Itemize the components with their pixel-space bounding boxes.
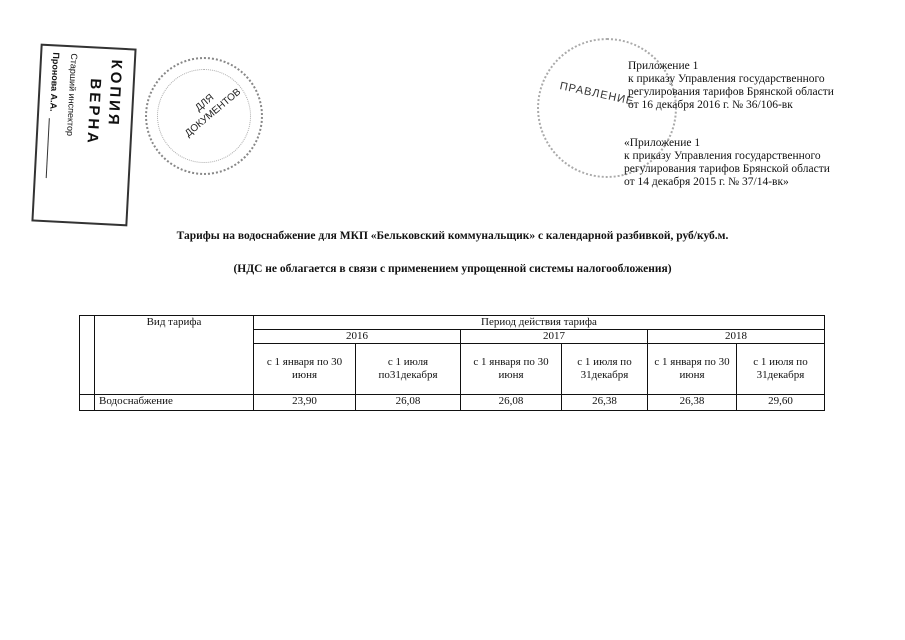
tariff-value-cell: 26,38 [562, 395, 648, 411]
year-header-2017: 2017 [461, 330, 648, 344]
official-seal-text: ПРАВЛЕНИЕ [558, 80, 636, 108]
tariff-value-cell: 29,60 [737, 395, 825, 411]
tariff-kind-cell: Водоснабжение [95, 395, 254, 411]
signature-line [46, 118, 50, 178]
year-header-2016: 2016 [254, 330, 461, 344]
table-gutter-cell [80, 395, 95, 411]
appendix-old-line: «Приложение 1 [624, 137, 701, 149]
tariff-value-cell: 26,08 [461, 395, 562, 411]
tariff-value-cell: 26,38 [648, 395, 737, 411]
appendix-old-line: регулирования тарифов Брянской области [624, 163, 830, 175]
appendix-reference-new [628, 60, 834, 112]
appendix-new-line: от 16 декабря 2016 г. № 36/106-вк [628, 99, 793, 111]
tariff-value-cell: 26,08 [356, 395, 461, 411]
tariff-table [79, 315, 825, 411]
appendix-new-line: регулирования тарифов Брянской области [628, 86, 834, 98]
year-header-2018: 2018 [648, 330, 825, 344]
sub-period-cell: с 1 января по 30 июня [254, 344, 356, 395]
sub-period-cell: с 1 июля по31декабря [356, 344, 461, 395]
stamp-copy-label: КОПИЯ [104, 59, 125, 129]
table-header-row [80, 316, 825, 330]
sub-period-cell: с 1 июля по 31декабря [562, 344, 648, 395]
round-seal-text: ДЛЯ ДОКУМЕНТОВ [183, 86, 244, 140]
copy-certified-stamp [31, 44, 136, 227]
appendix-new-line: к приказу Управления государственного [628, 73, 825, 85]
document-title: Тарифы на водоснабжение для МКП «Бельковский коммунальщик» с календарной разбивкой, руб/куб.м. [176, 230, 729, 242]
tariff-value-cell: 23,90 [254, 395, 356, 411]
document-subtitle: (НДС не облагается в связи с применением упрощенной системы налогообложения) [233, 263, 672, 275]
sub-period-cell: с 1 января по 30 июня [461, 344, 562, 395]
round-seal-stamp [145, 57, 263, 175]
stamp-true-label: ВЕРНА [83, 78, 104, 147]
stamp-name: Пронова А.А. [48, 52, 62, 112]
period-header: Период действия тарифа [254, 316, 825, 330]
sub-period-cell: с 1 июля по 31декабря [737, 344, 825, 395]
table-row [80, 395, 825, 411]
stamp-position: Старший инспектор [64, 53, 80, 137]
appendix-old-line: от 14 декабря 2015 г. № 37/14-вк» [624, 176, 789, 188]
appendix-reference-old [624, 137, 830, 189]
sub-period-cell: с 1 января по 30 июня [648, 344, 737, 395]
appendix-new-line: Приложение 1 [628, 60, 699, 72]
appendix-old-line: к приказу Управления государственного [624, 150, 821, 162]
tariff-kind-header: Вид тарифа [95, 316, 254, 395]
table-gutter-cell [80, 316, 95, 395]
